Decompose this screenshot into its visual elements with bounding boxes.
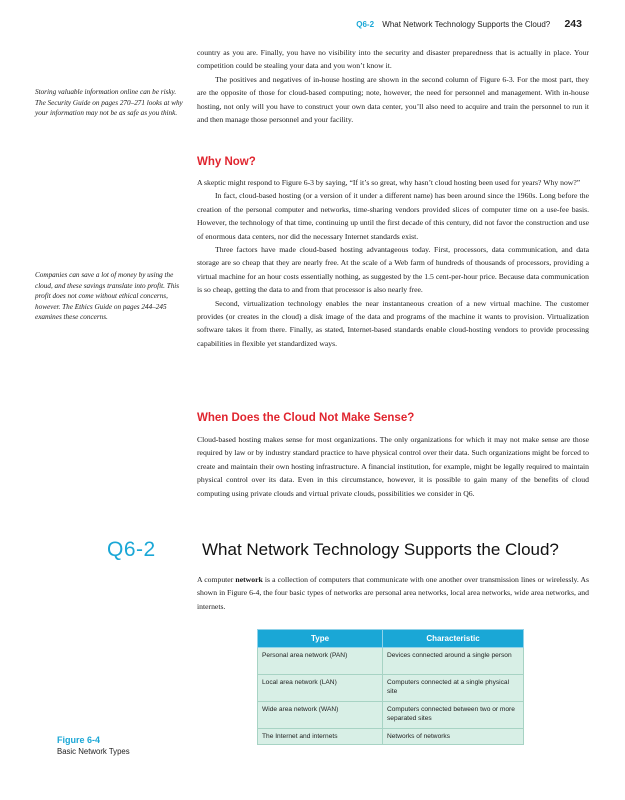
network-type-cell: Local area network (LAN) <box>258 675 383 702</box>
network-type-cell: The Internet and internets <box>258 729 383 745</box>
why-now-paragraph: In fact, cloud-based hosting (or a version of it under a different name) has been around since the 1960s. Long before the creation of the personal computer and networks, time-sharing vendors provided slices of computer time on a use-fee basis. However, the technology of that time, continuing up until the first decade of this century, did not favor the construction and use of enormous data centers, nor did the necessary Internet standards exist. <box>197 191 589 241</box>
header-question-code: Q6-2 <box>356 20 375 29</box>
when-not-paragraph: Cloud-based hosting makes sense for most organizations. The only organizations for which it may not make sense are those required by law or by industry standard practice to have physical control over their data. Such organizations might be forced to create and maintain their own hosting infrastructure. A financial institution, for example, might be legally required to maintain physical control over its data. Even in this circumstance, however, it is possible to gain many of the benefits of cloud computing using private clouds and virtual private clouds, possibilities we consider in Q6. <box>197 435 589 498</box>
figure-label: Figure 6-4 <box>57 735 101 745</box>
characteristic-column-header: Characteristic <box>383 630 524 648</box>
table-row <box>258 648 524 675</box>
network-characteristic-cell: Devices connected around a single person <box>383 648 524 675</box>
intro-paragraph: country as you are. Finally, you have no visibility into the security and disaster preparedness that is actually in place. Your competition could be stealing your data and you won’t know it. <box>197 48 589 71</box>
ethics-guide-note: Companies can save a lot of money by using the cloud, and these savings translate into profit. This profit does not come without ethical concerns, however. The Ethics Guide on pages 244–245 examines these concerns. <box>35 271 180 322</box>
table-row <box>258 729 524 745</box>
table-row <box>258 702 524 729</box>
section-title: What Network Technology Supports the Cloud? <box>202 540 559 559</box>
network-characteristic-cell: Computers connected at a single physical site <box>383 675 524 702</box>
when-not-text <box>197 433 589 500</box>
why-now-text <box>197 176 589 350</box>
intro-paragraph: The positives and negatives of in-house hosting are shown in the second column of Figure 6-3. For the most part, they are the opposite of those for cloud-based computing; note, however, the need for personnel and management. With in-house hosting, not only will you have to construct your own data center, you’ll also need to acquire and train the personnel to run it and then manage those personnel and your facility. <box>197 74 589 125</box>
header-title: What Network Technology Supports the Cloud? <box>382 20 551 29</box>
section-paragraph <box>197 573 589 613</box>
section-text <box>197 573 589 613</box>
when-not-heading: When Does the Cloud Not Make Sense? <box>197 412 415 424</box>
network-type-cell: Personal area network (PAN) <box>258 648 383 675</box>
why-now-paragraph: A skeptic might respond to Figure 6-3 by saying, “If it’s so great, why hasn’t cloud hosting been used for years? Why now?” <box>197 178 581 187</box>
running-header <box>356 18 582 30</box>
page-number: 243 <box>564 18 582 30</box>
security-guide-note: Storing valuable information online can be risky. The Security Guide on pages 270–271 looks at why your information may not be as safe as you think. <box>35 88 183 118</box>
network-type-cell: Wide area network (WAN) <box>258 702 383 729</box>
network-characteristic-cell: Networks of networks <box>383 729 524 745</box>
intro-text <box>197 46 589 126</box>
why-now-paragraph: Second, virtualization technology enables the near instantaneous creation of a new virtual machine. The customer provides (or creates in the cloud) a disk image of the data and programs of the machine it wants to provision. Virtualization software takes it from there. Finally, as stated, Internet-based standards enable cloud-hosting vendors to provide processing capabilities in flexible yet standardized ways. <box>197 298 589 348</box>
network-term: network <box>235 575 263 584</box>
type-column-header: Type <box>258 630 383 648</box>
section-paragraph-end: is a collection of computers that communicate with one another over transmission lines or wirelessly. As shown in Figure 6-4, the four basic types of networks are personal area networks, local area networks, wide area networks, and internets. <box>197 575 589 611</box>
table-header-row <box>258 630 524 648</box>
why-now-heading: Why Now? <box>197 156 256 168</box>
section-paragraph-start: A computer <box>197 575 236 584</box>
why-now-paragraph: Three factors have made cloud-based hosting advantageous today. First, processors, data communication, and data storage are so cheap that they are nearly free. At the scale of a Web farm of hundreds of thousands of processors, providing a virtual machine for an hour costs essentially nothing, as suggested by the 1.5 cent-per-hour price. Because data communication is so cheap, getting the data to and from that processor is also nearly free. <box>197 245 589 295</box>
network-types-table <box>257 629 524 745</box>
table-row <box>258 675 524 702</box>
figure-caption: Basic Network Types <box>57 747 130 756</box>
network-characteristic-cell: Computers connected between two or more separated sites <box>383 702 524 729</box>
section-number: Q6-2 <box>107 538 156 561</box>
